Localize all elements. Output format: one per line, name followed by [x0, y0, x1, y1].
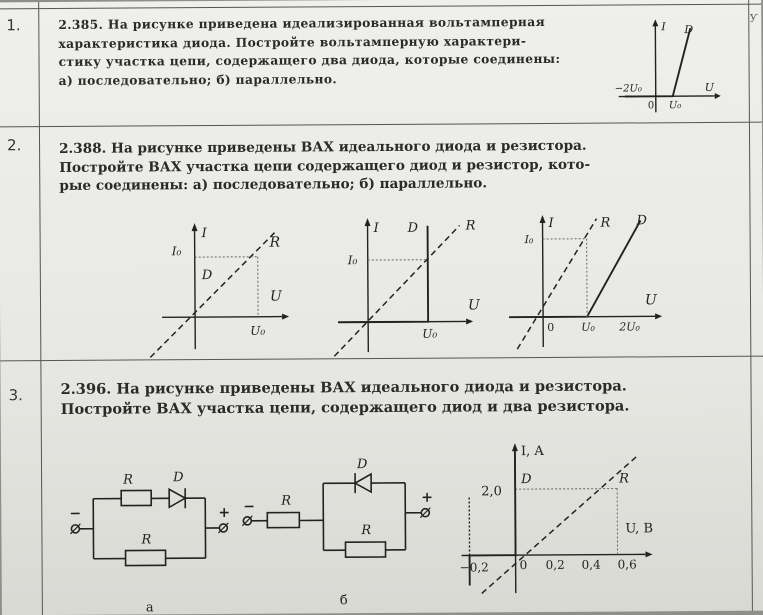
- x-axis-arrow: [655, 313, 662, 319]
- y-axis-arrow: [364, 218, 370, 226]
- label-R2: R: [360, 523, 371, 538]
- circuit-a-diagram: [63, 463, 244, 614]
- grid-line-2: [515, 489, 617, 490]
- label-D: D: [635, 213, 647, 228]
- problem-3-vax-graph: [441, 436, 662, 597]
- label-R1: R: [122, 473, 133, 488]
- x-axis: [162, 317, 282, 318]
- edge-glyph: ƴ: [750, 10, 757, 23]
- label-neg-2u0: −2U₀: [615, 83, 642, 94]
- y-axis: [195, 229, 196, 349]
- label-U: U: [468, 297, 481, 313]
- y-axis: [543, 221, 544, 347]
- label-D: D: [172, 470, 184, 485]
- problem-2-line: рые соединены: а) последовательно; б) параллельно.: [59, 174, 599, 196]
- label-minus: −: [69, 506, 81, 522]
- x-axis-arrow: [646, 551, 653, 557]
- label-zero: 0: [547, 321, 554, 334]
- label-I: I: [547, 216, 554, 231]
- label-I0: I₀: [524, 233, 534, 246]
- label-I0: I₀: [171, 244, 182, 258]
- label-plus: +: [421, 490, 433, 506]
- problem-2-graph-2: [329, 211, 490, 362]
- resistor-line: [481, 454, 640, 593]
- label-D: D: [407, 221, 419, 236]
- y-axis-arrow: [652, 19, 658, 26]
- caption-a: а: [146, 600, 154, 615]
- label-R: R: [269, 235, 281, 251]
- resistor-2-symbol: [345, 542, 385, 557]
- label-R: R: [599, 216, 610, 231]
- label-U0: U₀: [581, 321, 595, 334]
- label-x04: 0,4: [582, 558, 602, 572]
- problem-2-line: Постройте ВАХ участка цепи содержащего диод и резистор, кото-: [59, 155, 599, 177]
- resistor-line: [150, 233, 276, 358]
- label-R1: R: [280, 494, 291, 509]
- y-axis: [655, 24, 656, 112]
- label-x02: 0,2: [546, 558, 565, 572]
- resistor-2-symbol: [126, 550, 166, 565]
- problem-2-text: [59, 137, 599, 196]
- label-I: I: [373, 221, 380, 236]
- resistor-line: [334, 226, 461, 357]
- label-U-B: U, B: [625, 521, 653, 536]
- label-2-0: 2,0: [481, 484, 502, 499]
- row-number-1: 1.: [6, 16, 20, 34]
- y-axis-arrow: [192, 223, 198, 231]
- problem-1-line: характеристика диода. Постройте вольтамперную характери-: [58, 31, 578, 53]
- problem-1-line: а) последовательно; б) параллельно.: [59, 68, 579, 90]
- y-axis: [368, 224, 369, 352]
- table-border-right: [748, 0, 753, 611]
- label-U0: U₀: [422, 327, 437, 341]
- resistor-1-symbol: [121, 490, 151, 505]
- label-2U0: 2U₀: [618, 320, 640, 333]
- label-I-A: I, A: [521, 444, 544, 459]
- problem-1-line: 2.385. На рисунке приведена идеализированная вольтамперная: [58, 13, 578, 35]
- label-zero: 0: [648, 100, 654, 111]
- label-I0: I₀: [347, 253, 358, 267]
- y-axis-arrow: [539, 215, 545, 223]
- table-row-divider: [0, 122, 762, 128]
- problem-2-graph-1: [140, 218, 301, 364]
- label-neg02: −0,2: [460, 560, 489, 574]
- label-plus: +: [218, 505, 230, 521]
- label-U: U: [645, 292, 658, 308]
- label-R: R: [618, 471, 629, 486]
- x-axis-arrow: [282, 314, 289, 320]
- diode-symbol: [355, 474, 371, 492]
- problem-3-line: Постройте ВАХ участка цепи, содержащего диод и два резистора.: [61, 396, 661, 420]
- label-x0: 0: [520, 558, 528, 572]
- problem-1-text: [58, 13, 578, 90]
- label-R: R: [465, 218, 476, 233]
- resistor-1-symbol: [267, 512, 299, 527]
- x-axis-arrow: [715, 93, 721, 99]
- label-x06: 0,6: [618, 557, 637, 571]
- label-D: D: [356, 457, 368, 472]
- problem-3-line: 2.396. На рисунке приведены ВАХ идеального диода и резистора.: [60, 376, 660, 400]
- label-D: D: [520, 472, 532, 487]
- table-column-divider: [38, 2, 43, 615]
- label-U: U: [705, 81, 715, 94]
- label-u0: U₀: [669, 100, 682, 111]
- label-U: U: [270, 289, 283, 305]
- label-D: D: [683, 23, 693, 36]
- table-border-top: [0, 4, 761, 10]
- label-D: D: [201, 268, 213, 283]
- caption-b: б: [340, 593, 348, 608]
- label-I: I: [201, 226, 208, 241]
- x-axis-arrow: [466, 318, 473, 324]
- label-I: I: [660, 20, 666, 33]
- diode-symbol: [169, 489, 185, 507]
- problem-3-text: [60, 376, 660, 420]
- problem-1-line: стику участка цепи, содержащего два диода, которые соединены:: [58, 50, 578, 72]
- circuit-b-diagram: [237, 458, 448, 611]
- label-U0: U₀: [250, 324, 265, 338]
- problem-2-graph-3: [504, 208, 675, 359]
- diode-characteristic: [338, 226, 429, 323]
- label-minus: −: [243, 499, 255, 515]
- row-number-2: 2.: [7, 136, 21, 154]
- problem-2-line: 2.388. На рисунке приведены ВАХ идеального диода и резистора.: [59, 137, 599, 159]
- label-R2: R: [140, 532, 151, 547]
- problem-1-vax-graph: [610, 16, 721, 117]
- row-number-3: 3.: [9, 386, 23, 404]
